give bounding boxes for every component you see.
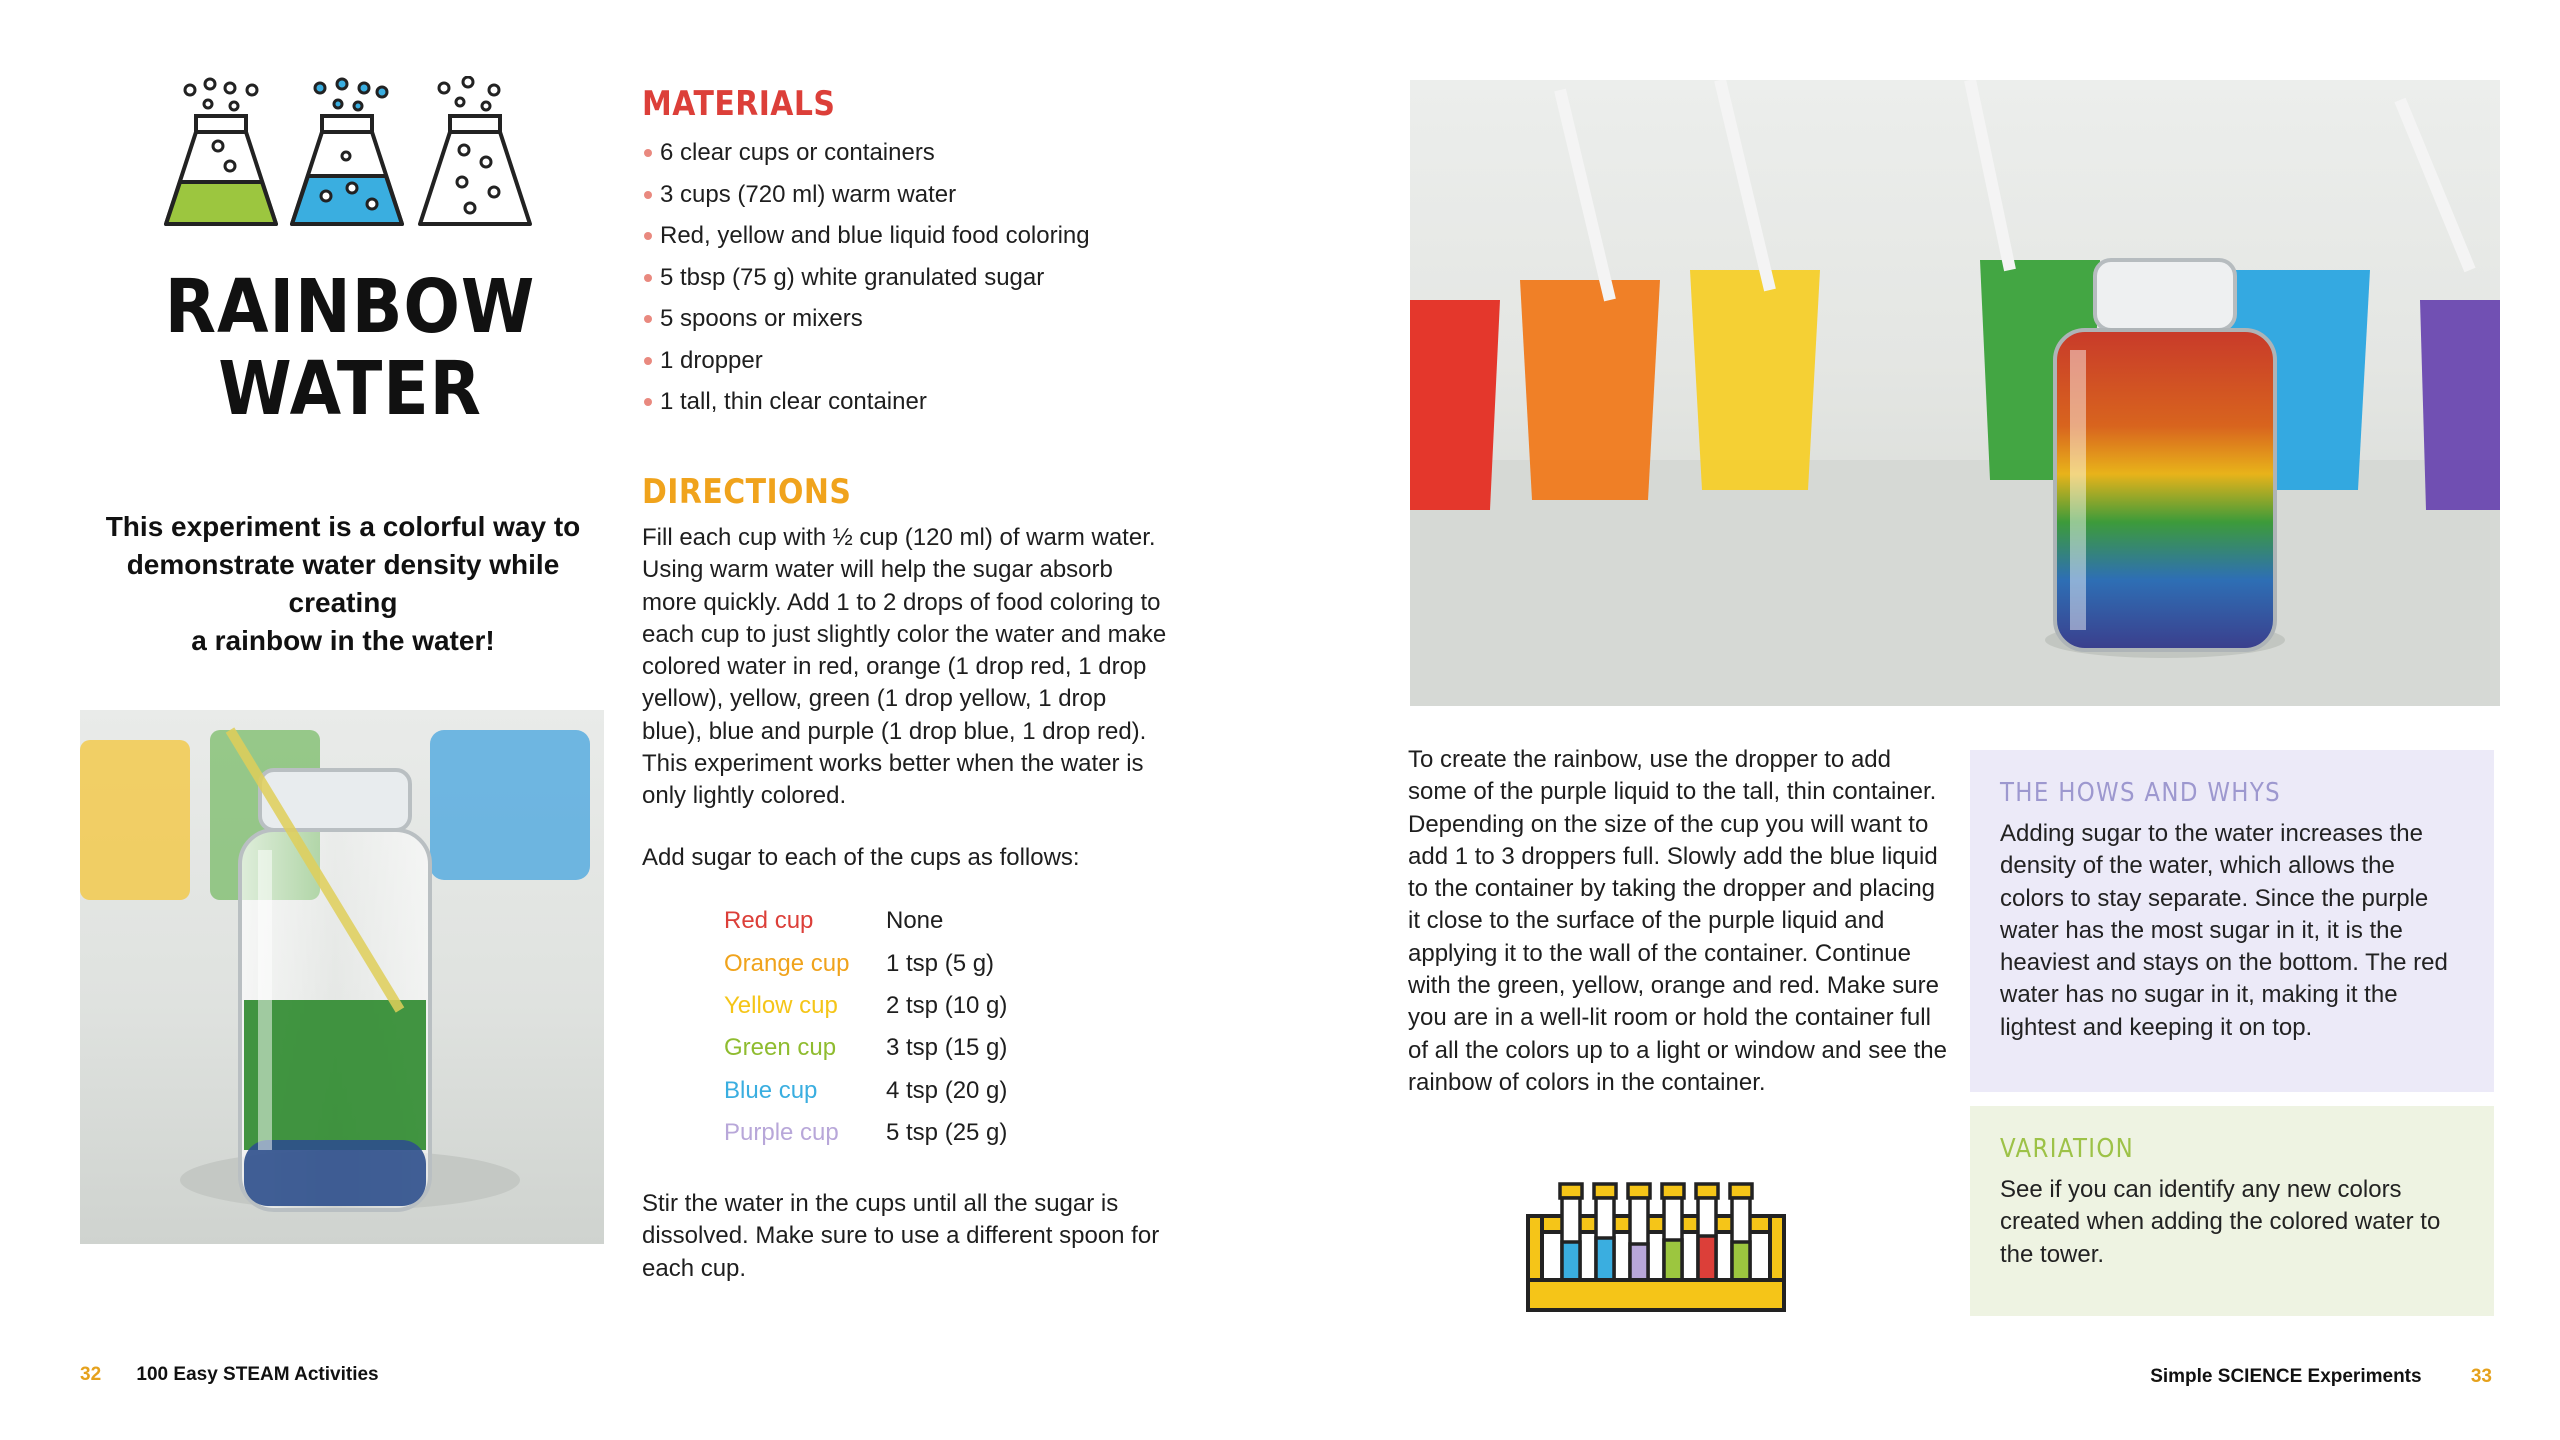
table-row [724, 985, 1007, 1027]
directions-paragraph-1: Fill each cup with ½ cup (120 ml) of warm water. Using warm water will help the sugar absorb more quickly. Add 1 to 2 drops of food coloring to each cup to just slightly color the water and make colored water in red, orange (1 drop red, 1 drop yellow), yellow, green (1 drop yellow, 1 drop blue), blue and purple (1 drop blue, 1 drop red). This experiment works better when the water is only lightly colored. [642, 524, 1167, 810]
list-item: Red, yellow and blue liquid food coloring [642, 215, 1202, 257]
variation-box [1970, 1106, 2494, 1316]
sugar-amount: None [886, 907, 944, 935]
table-row [724, 942, 1007, 984]
list-item: 5 tbsp (75 g) white granulated sugar [642, 257, 1202, 299]
white-flask-icon [414, 76, 536, 232]
hows-and-whys-text: Adding sugar to the water increases the density of the water, which allows the colors to stay separate. Since the purple water has the most sugar in it, it is the heaviest and stays on the bottom. The red water has no sugar in it, making it the lightest and keeping it on top. [2000, 820, 2448, 1041]
list-item: 5 spoons or mixers [642, 298, 1202, 340]
directions-paragraph-3: Stir the water in the cups until all the sugar is dissolved. Make sure to use a different spoon for each cup. [642, 1190, 1160, 1282]
intro-text: This experiment is a colorful way to demonstrate water density while creating a rainbow in the water! [105, 511, 581, 656]
page-number: 33 [2470, 1366, 2492, 1387]
variation-title: VARIATION [2000, 1134, 2135, 1164]
table-row [724, 1112, 1007, 1154]
table-row [724, 1027, 1007, 1069]
cup-name: Green cup [724, 1034, 837, 1062]
list-item: 3 cups (720 ml) warm water [642, 174, 1202, 216]
green-flask-icon [160, 76, 282, 232]
hows-and-whys-box [1970, 750, 2494, 1092]
sugar-amount: 3 tsp (15 g) [886, 1034, 1008, 1062]
directions-heading: DIRECTIONS [642, 472, 852, 512]
list-item: 1 tall, thin clear container [642, 381, 1202, 423]
table-row [724, 900, 1007, 942]
green-jar-photo [80, 710, 604, 1244]
page-title: RAINBOW WATER [164, 264, 536, 432]
sugar-amount: 2 tsp (10 g) [886, 991, 1008, 1019]
left-footer [80, 1364, 379, 1386]
cup-name: Red cup [724, 907, 814, 935]
test-tube-rack-icon [1522, 1172, 1790, 1318]
table-row [724, 1070, 1007, 1112]
blue-flask-icon [286, 76, 408, 232]
cup-name: Orange cup [724, 949, 850, 977]
sugar-table [724, 900, 1007, 1154]
list-item: 6 clear cups or containers [642, 132, 1202, 174]
rainbow-jar-photo [1410, 80, 2500, 706]
sugar-amount: 1 tsp (5 g) [886, 949, 995, 977]
cup-name: Purple cup [724, 1119, 839, 1147]
sugar-amount: 4 tsp (20 g) [886, 1076, 1008, 1104]
cup-name: Blue cup [724, 1076, 818, 1104]
directions-paragraph-2: Add sugar to each of the cups as follows: [642, 844, 1080, 871]
materials-heading: MATERIALS [642, 84, 836, 124]
variation-text: See if you can identify any new colors created when adding the colored water to the tower. [2000, 1176, 2441, 1268]
list-item: 1 dropper [642, 340, 1202, 382]
section-title: Simple SCIENCE Experiments [2150, 1366, 2422, 1387]
hows-and-whys-title: THE HOWS AND WHYS [2000, 778, 2281, 808]
right-footer [2150, 1366, 2492, 1388]
cup-name: Yellow cup [724, 991, 838, 1019]
sugar-amount: 5 tsp (25 g) [886, 1119, 1008, 1147]
page-number: 32 [80, 1364, 102, 1385]
materials-list [642, 132, 1202, 423]
book-title: 100 Easy STEAM Activities [136, 1364, 379, 1385]
create-rainbow-text: To create the rainbow, use the dropper to add some of the purple liquid to the tall, thin container. Depending on the size of the cup you will want to add 1 to 3 droppers full. Slowly add the blue liquid to the container by taking the dropper and placing it close to the surface of the purple liquid and applying it to the wall of the container. Continue with the green, yellow, orange and red. Make sure you are in a well-lit room or hold the container full of all the colors up to a light or window and see the rainbow of colors in the container. [1408, 746, 1947, 1096]
